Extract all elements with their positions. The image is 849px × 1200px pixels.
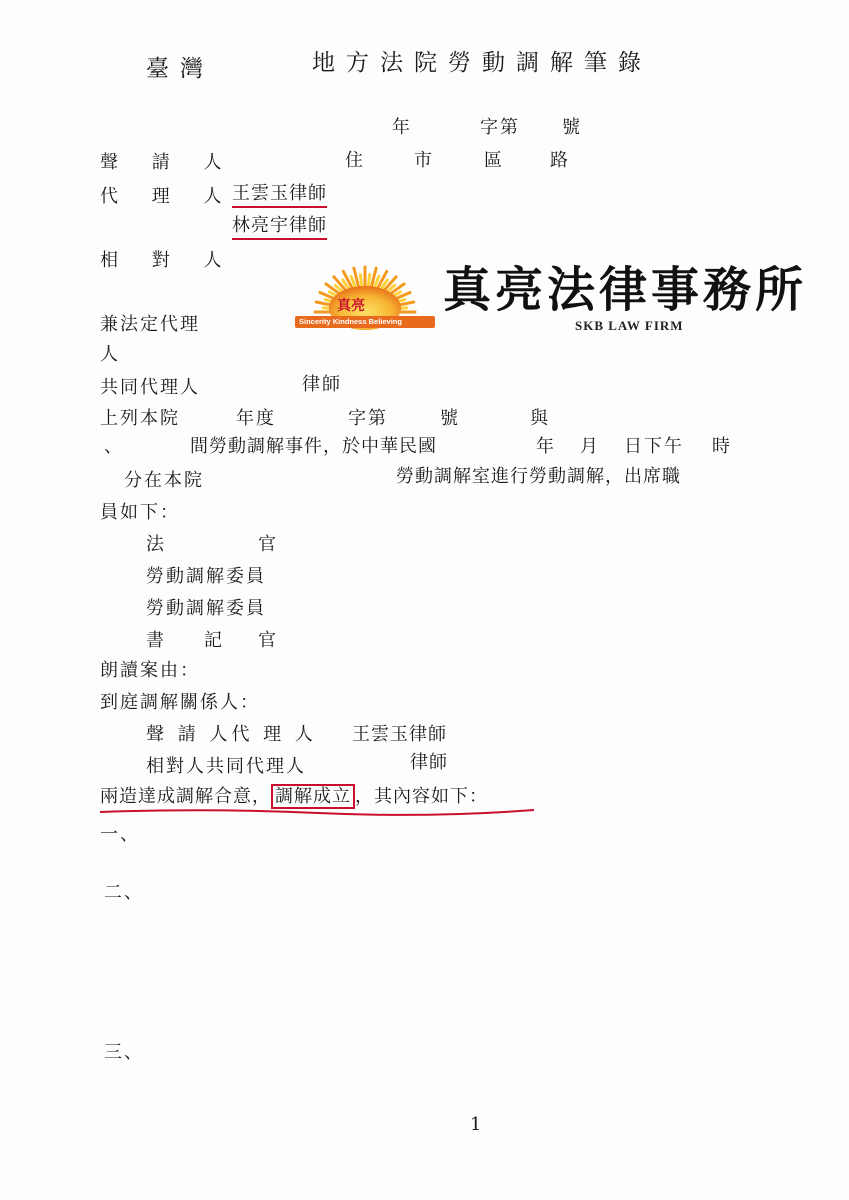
body-line1-c: 字第 — [348, 408, 388, 429]
agent-lawyer-2: 林亮宇律師 — [232, 215, 327, 240]
staff-member-1: 勞動調解委員 — [146, 566, 266, 587]
body-line4: 員如下： — [100, 502, 180, 523]
body-line2-e: 日下午 — [624, 436, 684, 457]
body-line1-e: 與 — [530, 408, 550, 429]
staff-clerk-b: 記 — [204, 630, 224, 651]
body-line2-a: 、 — [104, 436, 124, 457]
case-year: 年 — [392, 117, 412, 138]
co-agent-value: 律師 — [302, 374, 342, 395]
staff-clerk-a: 書 — [146, 630, 166, 651]
page-number: 1 — [470, 1114, 482, 1135]
address-road: 路 — [550, 150, 570, 171]
sun-emblem-icon — [295, 262, 435, 340]
body-line2-c: 年 — [536, 436, 556, 457]
document-title: 地方法院勞動調解筆錄 — [312, 50, 652, 76]
item-1: 一、 — [100, 824, 140, 845]
logo-name-en: SKB LAW FIRM — [575, 318, 684, 333]
attendee-2-value: 律師 — [410, 752, 448, 773]
staff-member-2: 勞動調解委員 — [146, 598, 266, 619]
item-3: 三、 — [104, 1042, 144, 1063]
attendee-1-label: 聲 請 人代 理 人 — [146, 724, 317, 745]
body-line2-f: 時 — [712, 436, 732, 457]
court-name: 臺灣 — [146, 56, 214, 82]
attendee-1-value: 王雲玉律師 — [352, 724, 447, 745]
red-underline — [98, 804, 538, 818]
agent-label: 代 理 人 — [100, 186, 236, 207]
body-line1-a: 上列本院 — [100, 408, 180, 429]
result-boxed: 調解成立 — [271, 784, 355, 809]
body-line1-d: 號 — [440, 408, 460, 429]
attendee-2-label: 相對人共同代理人 — [146, 756, 306, 777]
staff-clerk-c: 官 — [258, 630, 278, 651]
body-line1-b: 年度 — [236, 408, 276, 429]
applicant-label: 聲 請 人 — [100, 152, 236, 173]
attendees-heading: 到庭調解關係人： — [100, 692, 260, 713]
legal-rep-label-1: 兼法定代理 — [100, 314, 200, 335]
legal-rep-label-2: 人 — [100, 344, 120, 365]
logo-sun-text: 真亮 — [337, 298, 365, 314]
body-line3-a: 分在本院 — [124, 470, 204, 491]
case-word: 字第 — [480, 117, 520, 138]
co-agent-label: 共同代理人 — [100, 377, 200, 398]
reading-case: 朗讀案由： — [100, 660, 200, 681]
body-line2-b: 間勞動調解事件，於中華民國 — [190, 436, 437, 457]
address-district: 區 — [484, 150, 504, 171]
body-line3-b: 勞動調解室進行勞動調解，出席職 — [396, 466, 681, 487]
result-part-2: ，其內容如下： — [355, 786, 488, 807]
result-part-1: 兩造達成調解合意， — [100, 786, 271, 807]
body-line2-d: 月 — [580, 436, 600, 457]
item-2: 二、 — [104, 882, 144, 903]
law-firm-logo — [295, 262, 820, 340]
address-label: 住 — [345, 150, 365, 171]
respondent-label: 相 對 人 — [100, 250, 236, 271]
logo-name-cn: 真亮法律事務所 — [443, 262, 808, 318]
staff-judge-a: 法 — [146, 534, 166, 555]
logo-motto: Sincerity Kindness Believing — [299, 317, 402, 326]
address-city: 市 — [414, 150, 434, 171]
staff-judge-b: 官 — [258, 534, 278, 555]
agent-lawyer-1: 王雲玉律師 — [232, 183, 327, 208]
case-number: 號 — [562, 117, 582, 138]
